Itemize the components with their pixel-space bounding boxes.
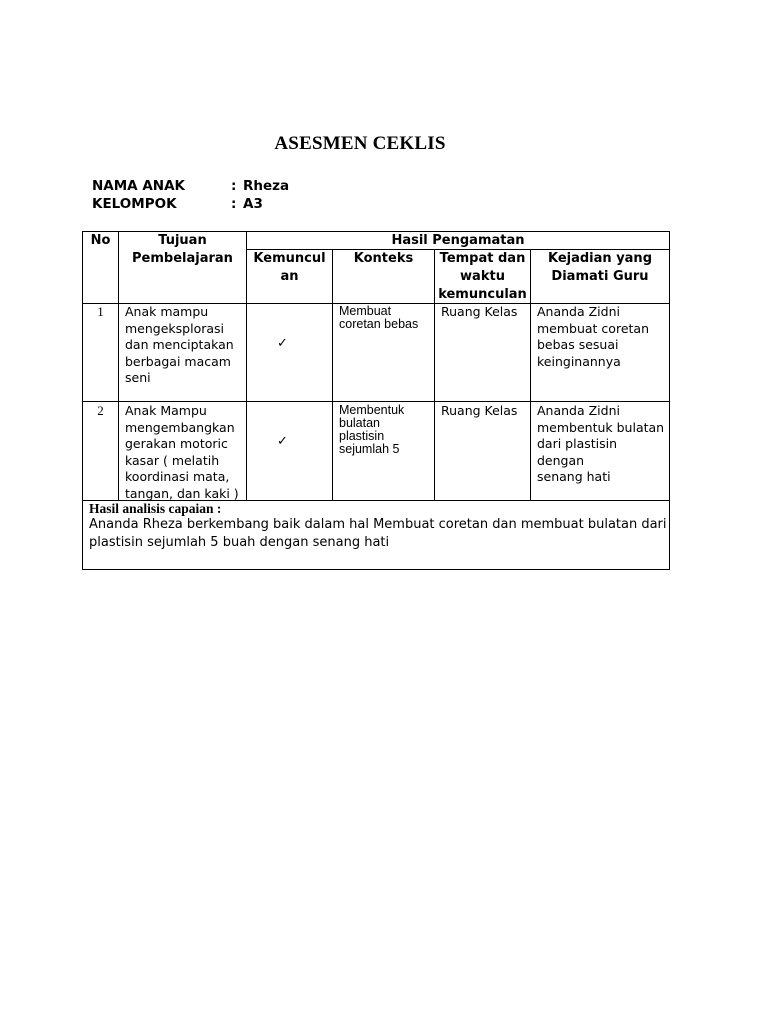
row1-check-icon: ✓ [277,336,288,351]
row1-place-text: Ruang Kelas [441,304,518,319]
row1-context [339,305,433,331]
header-place [435,250,530,304]
group-value: A3 [243,196,263,212]
analysis-section [89,501,667,552]
header-observation [247,232,669,250]
row2-goal-line: mengembangkan [125,419,235,435]
document-title: ASESMEN CEKLIS [274,133,446,154]
header-place-line2: waktu [460,269,505,284]
child-name-colon: : [231,178,237,194]
row2-goal-line: koordinasi mata, [125,469,230,484]
table-border-right [669,231,670,570]
table-border-bottom [82,569,670,570]
child-name-value: Rheza [243,178,290,194]
row1-goal-line: mengeksplorasi [125,320,225,336]
group-label: KELOMPOK [92,196,177,212]
header-event-line2: Diamati Guru [551,269,649,284]
row2-context-line: Membentuk [339,403,405,417]
analysis-line2: plastisin sejumlah 5 buah dengan senang hati [89,535,390,550]
row2-goal-line: gerakan motoric [125,436,228,451]
row2-context-line: sejumlah 5 [339,442,400,456]
header-event-line1: Kejadian yang [547,251,652,266]
row1-event [537,304,668,370]
child-name-label: NAMA ANAK [92,178,185,194]
row2-goal-line: tangan, dan kaki ) [125,485,239,501]
row2-no [83,403,118,420]
header-place-line3: kemunculan [438,287,527,302]
row2-context-line: plastisin [339,429,385,443]
row2-event-line: senang hati [537,469,611,484]
row1-context-line: coretan bebas [339,317,419,331]
row2-place-text: Ruang Kelas [441,403,518,418]
header-appearance [247,250,332,286]
header-no-text: No [90,233,111,248]
header-goal [119,232,246,268]
table-border-left [82,231,83,570]
row1-no [83,304,118,321]
row1-goal [125,304,245,387]
row1-no-text: 1 [97,304,104,319]
header-context [333,250,434,268]
row2-goal-line: kasar ( melatih [125,452,220,468]
row2-check-icon: ✓ [277,434,288,449]
header-no [83,232,118,250]
row1-event-line: bebas sesuai [537,337,619,352]
row2-place [441,403,529,420]
analysis-label: Hasil analisis capaian : [89,501,222,516]
header-appearance-line1: Kemuncul [253,251,326,266]
row1-goal-line: dan menciptakan [125,337,234,352]
row1-event-line: Ananda Zidni [537,304,620,319]
col-divider-no [118,231,119,501]
row1-place [441,304,529,321]
row1-goal-line: Anak mampu [125,304,209,319]
col-divider-place [530,249,531,501]
row2-event-line: Ananda Zidni [537,403,620,418]
row1-context-line: Membuat [339,304,392,318]
row-divider [82,401,670,402]
row2-goal-line: Anak Mampu [125,403,207,418]
header-event [531,250,669,286]
row1-goal-line: berbagai macam [125,353,231,369]
row2-goal [125,403,245,502]
analysis-line1: Ananda Rheza berkembang baik dalam hal Membuat coretan dan membuat bulatan dari [89,517,667,532]
row2-context [339,404,433,456]
header-appearance-line2: an [280,269,299,284]
row1-goal-line: seni [125,370,151,385]
group-colon: : [231,196,237,212]
header-place-line1: Tempat dan [439,251,526,266]
col-divider-appearance [332,249,333,501]
header-context-text: Konteks [353,251,414,266]
row2-event-line: dari plastisin dengan [537,436,618,468]
header-goal-line1: Tujuan [158,233,207,248]
row1-event-line: keinginannya [537,353,621,369]
header-goal-line2: Pembelajaran [132,251,233,266]
row2-no-text: 2 [97,403,104,418]
row2-event [537,403,668,486]
header-observation-text: Hasil Pengamatan [391,233,525,248]
row2-context-line: bulatan [339,416,381,430]
row1-event-line: membuat coretan [537,320,649,336]
row2-event-line: membentuk bulatan [537,419,665,435]
